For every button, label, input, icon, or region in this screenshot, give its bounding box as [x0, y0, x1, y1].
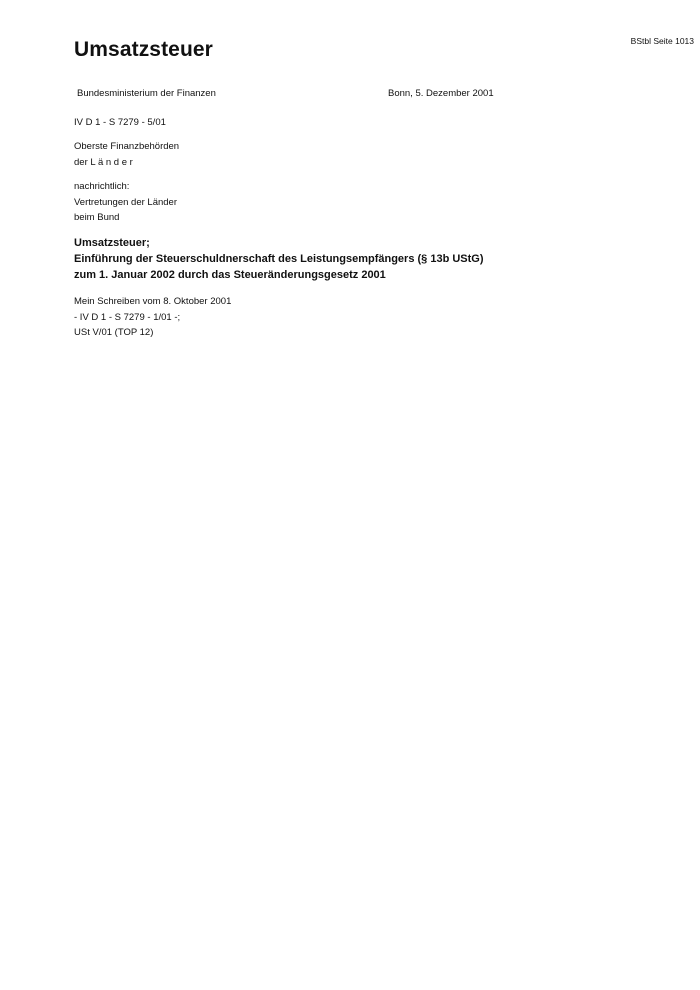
subject-line: Einführung der Steuerschuldnerschaft des Leistungsempfängers (§ 13b UStG): [74, 253, 484, 265]
recipient-line: Oberste Finanzbehörden: [74, 141, 180, 152]
file-number: IV D 1 - S 7279 - 5/01: [74, 117, 166, 128]
reference-line: USt V/01 (TOP 12): [74, 327, 154, 338]
reference-block: [74, 294, 231, 341]
cc-line: beim Bund: [74, 212, 120, 223]
reference-line: Mein Schreiben vom 8. Oktober 2001: [74, 296, 232, 307]
cc-block: [74, 179, 177, 226]
subject-line: Umsatzsteuer;: [74, 237, 150, 249]
recipient-line: der L ä n d e r: [74, 156, 133, 168]
cc-line: Vertretungen der Länder: [74, 196, 177, 208]
reference-line: - IV D 1 - S 7279 - 1/01 -;: [74, 311, 181, 323]
sender: Bundesministerium der Finanzen: [77, 88, 216, 99]
file-number-block: [74, 115, 166, 131]
document-title: Umsatzsteuer: [74, 38, 213, 61]
recipients-block: [74, 139, 179, 170]
subject-line: zum 1. Januar 2002 durch das Steueränderungsgesetz 2001: [74, 269, 386, 281]
subject-block: [74, 235, 484, 283]
page-reference: BStbl Seite 1013: [630, 36, 694, 46]
cc-label: nachrichtlich:: [74, 181, 130, 192]
place-date: Bonn, 5. Dezember 2001: [388, 88, 494, 99]
